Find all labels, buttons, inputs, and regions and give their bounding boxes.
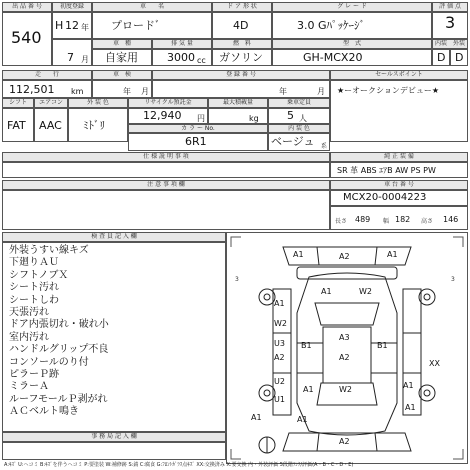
mark-a3-roof: A3 [339,333,350,342]
color-no-label: カ ラ ー No. [128,124,268,133]
int-color-label: 内 装 色 [268,124,330,133]
legend: A:ｷｽﾞ U:ヘコミ B:ｷｽﾞを伴うヘコミ P:要塗装 W:補修跡 S:錆 C:腐食 G:ﾌﾛﾝﾄｶﾞﾗｽ点ｷｽﾞ XX:交換済み X:要交換 内・外装評価 5段階ﾗﾝｸ/評価(A・B・C・D・E) [4,462,354,468]
reg-year-unit: 年 [279,87,287,96]
reg-month: 7 [67,51,74,64]
chassis-label: 車 台 番 号 [330,180,468,190]
mark-a1-front-right: A1 [387,250,398,259]
note-line: 室内汚れ [9,331,49,343]
int-color-cell [268,133,330,151]
options: SR 革 ABS ｴｱB AW PS PW [337,166,436,175]
displacement-label: 排 気 量 [152,39,212,49]
color-cell [68,108,128,142]
reg-no-cell [152,80,330,98]
era: H [55,19,64,32]
first-reg-month-cell [52,39,92,66]
mark-a1-rear-left: A1 [303,385,314,394]
first-reg-label: 初度登録 [52,2,92,12]
score-cell [432,12,468,39]
int-ext-label: 内装 外装 [432,39,468,49]
model-label: 型 式 [272,39,432,49]
interior-grade-cell [432,49,450,66]
note-line: シート汚れ [9,282,59,294]
note-line: ミラーＡ [9,381,49,393]
seller-cell [2,162,330,178]
reg-month-unit: 月 [317,87,325,96]
color-no: 6R1 [185,135,207,148]
model-cell [272,49,432,66]
mileage-unit: km [71,87,84,96]
height: 146 [443,215,459,224]
int-color: ベージュ [271,135,315,148]
load-label: 最大積載量 [208,98,268,108]
lot-no-label: 出 品 番 号 [2,2,52,12]
car-name-label: 車 名 [92,2,212,12]
capacity-label: 乗車定員 [268,98,330,108]
mark-u3-left: U3 [274,339,285,348]
mark-u1-left: U1 [274,395,285,404]
color-no-cell [128,133,268,151]
inspection-month-unit: 月 [141,87,149,96]
ac: AAC [39,119,62,132]
mark-a1-rear-right: A1 [405,403,416,412]
mark-a1-front-left: A1 [293,250,304,259]
reg-year: 12 [65,19,79,32]
inspection-title: 検 査 員 記 入 欄 [2,232,226,242]
score: 3 [445,13,456,32]
bracket-left: 3 [235,276,239,283]
grade-cell [272,12,432,39]
reg-month-unit: 月 [81,55,89,64]
grade: 3.0 Gﾊﾟｯｹｰｼﾞ [297,19,366,32]
capacity-cell [268,108,330,124]
sales-point-label: セールスポイント [330,70,468,80]
model: GH-MCX20 [303,51,363,64]
note-line: 下廻りＡＵ [9,257,59,269]
mark-a2-roof: A2 [339,353,350,362]
displacement: 3000 [167,51,195,64]
reg-year-unit: 年 [81,23,89,32]
mark-a2-left: A2 [274,353,285,362]
mileage-label: 走 行 [2,70,92,80]
car-diagram [227,233,467,463]
options-label: 純 正 装 備 [330,152,468,162]
inspection-cell [92,80,152,98]
score-label: 評 価 点 [432,2,468,12]
inspection-year-unit: 年 [123,87,131,96]
mark-b1-right-door: B1 [377,341,388,350]
width: 182 [395,215,411,224]
recycle-amount: 12,940 [143,109,182,122]
notes-cell [2,190,330,230]
dimensions-cell [330,206,468,230]
mark-u2-left: U2 [274,377,285,386]
reg-no-label: 登 録 番 号 [152,70,330,80]
displacement-unit: cc [197,56,206,65]
ac-cell [34,108,68,142]
usage-label: 車 種 [92,39,152,49]
recycle-cell [128,108,208,124]
mark-w2-hood: W2 [359,287,372,296]
capacity-unit: 人 [299,114,307,123]
sales-point-cell [330,80,468,142]
notes-label: 注 意 事 項 欄 [2,180,330,190]
usage-cell [92,49,152,66]
mark-a1-rear-mirror: A1 [297,415,308,424]
recycle-unit: 円 [197,114,205,123]
fuel: ガソリン [219,51,263,64]
mark-w2-front-fender-left: W2 [274,319,287,328]
inspection-notes [2,242,226,432]
note-line: ハンドルグリップ不良 [9,344,109,356]
grade-label: グ レ ー ド [272,2,432,12]
capacity: 5 [287,109,294,122]
color: ﾐﾄﾞﾘ [83,119,105,132]
spare-tire-icon [259,437,275,453]
mark-a1-front-fender-left: A1 [274,299,285,308]
mark-a2-front: A2 [339,252,350,261]
recycle-label: リサイクル預託金 [128,98,208,108]
displacement-cell [152,49,212,66]
chassis-no: MCX20-0004223 [343,192,427,203]
usage: 自家用 [105,51,138,64]
width-label: 幅 [383,218,390,225]
mark-a1-rear-fender-right: A1 [403,381,414,390]
seller-label: 仕 様 説 明 事 項 [2,152,330,162]
shift-label: シフト [2,98,34,108]
mark-xx-right: XX [429,359,440,368]
first-reg-year-cell [52,12,92,39]
mark-w2-trunk: W2 [339,385,352,394]
damage-diagram-cell [226,232,468,464]
mileage: 112,501 [9,83,55,96]
bracket-right: 3 [451,276,455,283]
mark-b1-left-door: B1 [301,341,312,350]
note-line: ピラーＰ跡 [9,369,59,381]
right-side-outline [403,289,421,415]
int-color-suffix: 系 [321,143,328,150]
note-line: ＡＣベルト鳴き [9,406,79,418]
mark-a2-rear: A2 [339,437,350,446]
height-label: 高さ [421,218,434,225]
mark-a1-far-left: A1 [251,413,262,422]
note-line: 外装うすい線キズ [9,245,89,256]
inspection-label: 車 検 [92,70,152,80]
load-cell [208,108,268,124]
load-unit: kg [249,114,259,123]
note-line: 天張汚れ [9,307,49,319]
note-line: シフトノブＸ [9,269,69,281]
length-label: 長さ [335,218,348,225]
fuel-label: 燃 料 [212,39,272,49]
shop-cell [2,442,226,460]
ac-label: エアコン [34,98,68,108]
lot-no: 540 [11,28,42,47]
note-line: シートしわ [9,294,59,306]
options-cell [330,162,468,178]
mark-a1-hood: A1 [321,287,332,296]
note-line: ルーフモールＰ剥がれ [9,393,108,405]
doors-label: ド ア 形 状 [212,2,272,12]
fuel-cell [212,49,272,66]
car-name: プロードﾞ [111,19,161,32]
exterior-grade: D [455,51,464,64]
length: 489 [355,215,371,224]
sales-point: ★ーオークションデビュー★ [337,86,440,95]
exterior-grade-cell [450,49,468,66]
corner-brackets [231,237,463,459]
doors: 4D [233,19,249,32]
doors-cell [212,12,272,39]
color-label: 外 装 色 [68,98,128,108]
interior-grade: D [437,51,446,64]
chassis-cell [330,190,468,206]
note-line: ドア内張切れ・破れ小 [9,319,109,331]
shop-label: 事 務 局 記 入 欄 [2,432,226,442]
shift: FAT [7,119,26,132]
shift-cell [2,108,34,142]
car-name-cell [92,12,212,39]
mileage-cell [2,80,92,98]
note-line: コンソールのり付 [9,356,89,368]
lot-no-cell [2,12,52,66]
